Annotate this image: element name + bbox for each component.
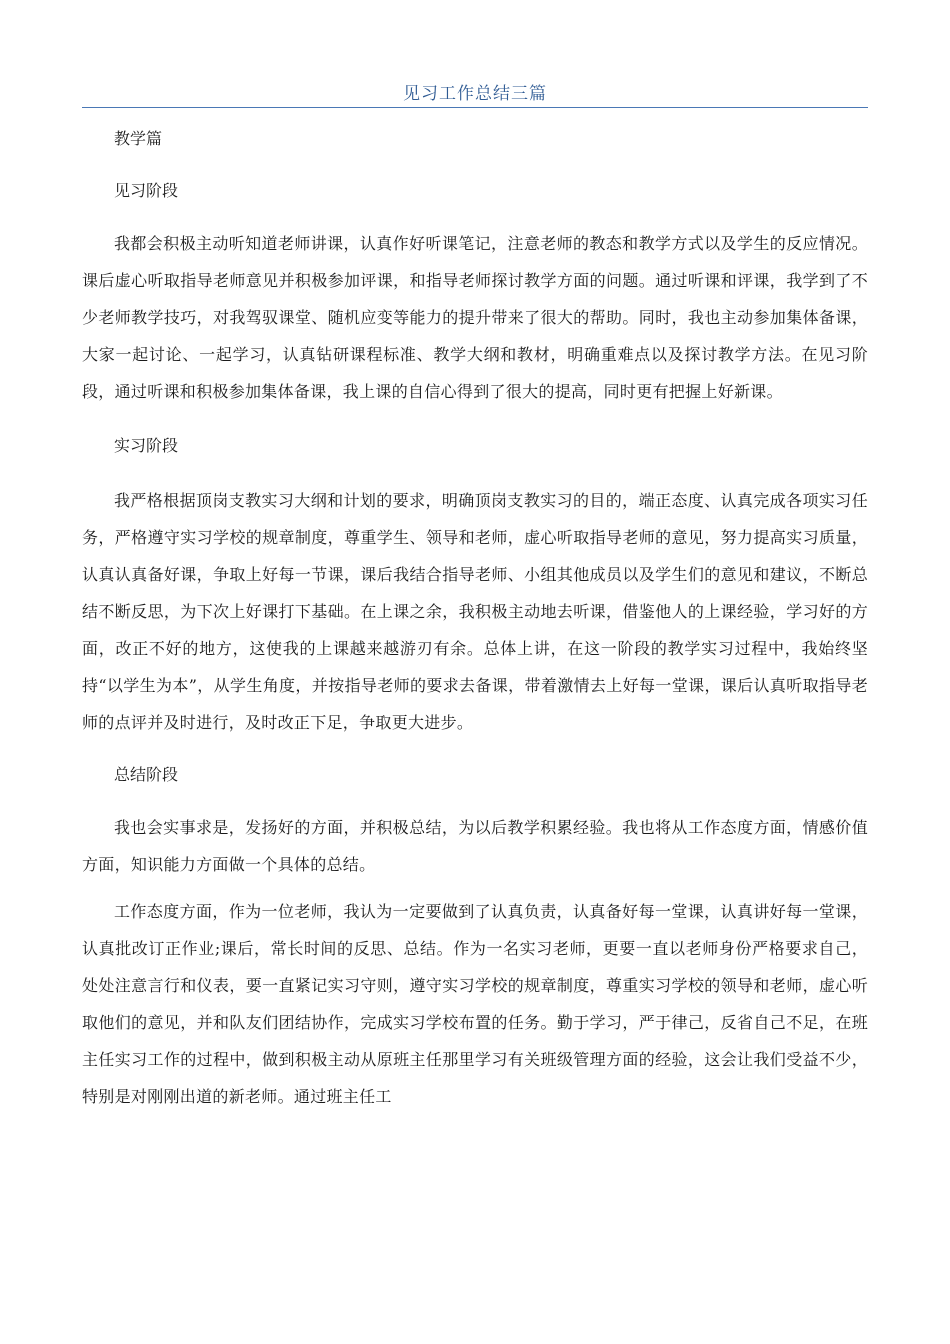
heading-internship-stage: 实习阶段 [114, 436, 179, 455]
heading-observation-stage: 见习阶段 [114, 181, 179, 200]
title-underline [82, 107, 868, 108]
paragraph-work-attitude: 工作态度方面，作为一位老师，我认为一定要做到了认真负责，认真备好每一堂课，认真讲好每一堂课，认真批改订正作业;课后，常长时间的反思、总结。作为一名实习老师，更要一直以老师身份严格要求自己，处处注意言行和仪表，要一直紧记实习守则，遵守实习学校的规章制度，尊重实习学校的领导和老师，虚心听取他们的意见，并和队友们团结协作，完成实习学校布置的任务。勤于学习，严于律己，反省自己不足，在班主任实习工作的过程中，做到积极主动从原班主任那里学习有关班级管理方面的经验，这会让我们受益不少，特别是对刚刚出道的新老师。通过班主任工 [82, 902, 868, 1106]
paragraph-summary-intro: 我也会实事求是，发扬好的方面，并积极总结，为以后教学积累经验。我也将从工作态度方面，情感价值方面，知识能力方面做一个具体的总结。 [82, 818, 868, 874]
document-body [82, 125, 868, 1115]
document-title: 见习工作总结三篇 [403, 84, 547, 104]
paragraph-internship-stage: 我严格根据顶岗支教实习大纲和计划的要求，明确顶岗支教实习的目的，端正态度、认真完成各项实习任务，严格遵守实习学校的规章制度，尊重学生、领导和老师，虚心听取指导老师的意见，努力提高实习质量，认真认真备好课，争取上好每一节课，课后我结合指导老师、小组其他成员以及学生们的意见和建议，不断总结不断反思，为下次上好课打下基础。在上课之余，我积极主动地去听课，借鉴他人的上课经验，学习好的方面，改正不好的地方，这使我的上课越来越游刃有余。总体上讲，在这一阶段的教学实习过程中，我始终坚持“以学生为本”，从学生角度，并按指导老师的要求去备课，带着激情去上好每一堂课，课后认真听取指导老师的点评并及时进行，及时改正下足，争取更大进步。 [82, 491, 868, 732]
section-label: 教学篇 [114, 129, 163, 148]
heading-summary-stage: 总结阶段 [114, 765, 179, 784]
paragraph-observation-stage: 我都会积极主动听知道老师讲课，认真作好听课笔记，注意老师的教态和教学方式以及学生的反应情况。课后虚心听取指导老师意见并积极参加评课，和指导老师探讨教学方面的问题。通过听课和评课，我学到了不少老师教学技巧，对我驾驭课堂、随机应变等能力的提升带来了很大的帮助。同时，我也主动参加集体备课，大家一起讨论、一起学习，认真钻研课程标准、教学大纲和教材，明确重难点以及探讨教学方法。在见习阶段，通过听课和积极参加集体备课，我上课的自信心得到了很大的提高，同时更有把握上好新课。 [82, 234, 868, 401]
